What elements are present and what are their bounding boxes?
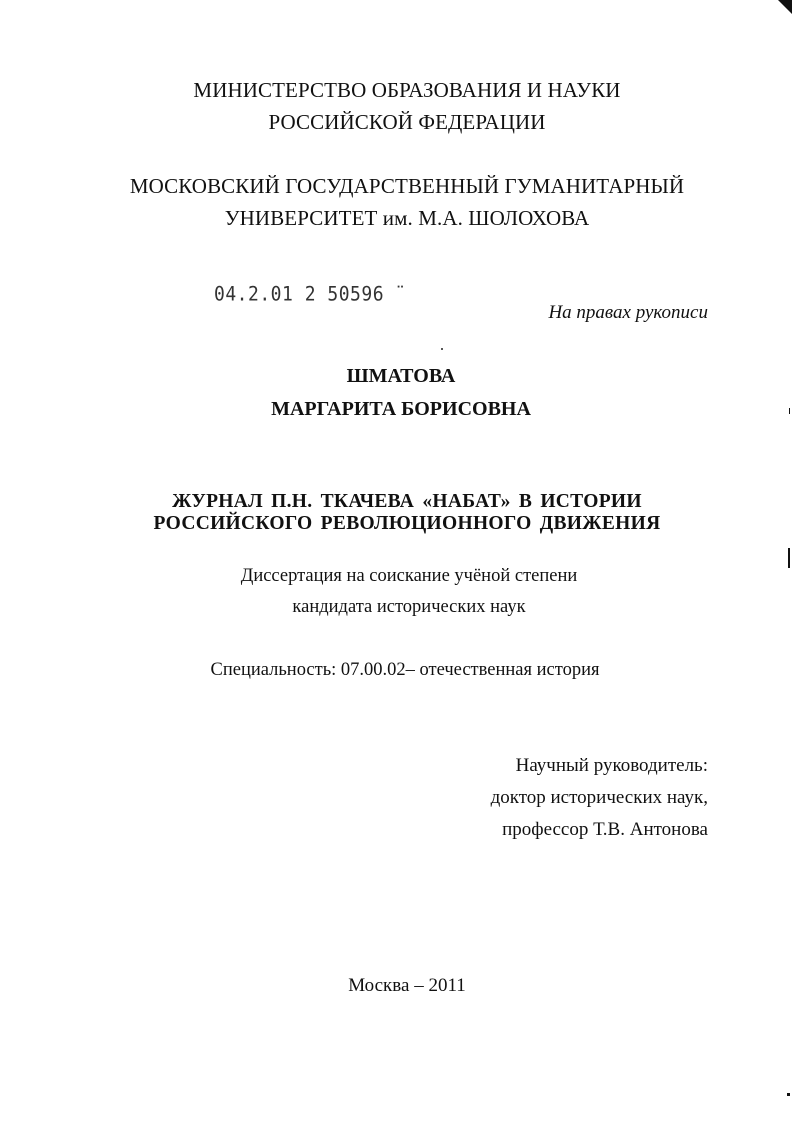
scan-dot	[441, 348, 443, 350]
dissertation-title-line-2: РОССИЙСКОГО РЕВОЛЮЦИОННОГО ДВИЖЕНИЯ	[153, 513, 661, 534]
ministry-line-1: МИНИСТЕРСТВО ОБРАЗОВАНИЯ И НАУКИ	[193, 78, 621, 102]
degree-line-2: кандидата исторических наук	[292, 597, 526, 617]
dissertation-title-line-1: ЖУРНАЛ П.Н. ТКАЧЕВА «НАБАТ» В ИСТОРИИ	[172, 491, 642, 512]
university-line-2: УНИВЕРСИТЕТ им. М.А. ШОЛОХОВА	[224, 206, 590, 230]
supervisor-name: профессор Т.В. Антонова	[502, 819, 708, 840]
edge-scan-mark	[787, 1093, 790, 1096]
degree-line-1: Диссертация на соискание учёной степени	[240, 566, 578, 586]
supervisor-label: Научный руководитель:	[515, 755, 708, 776]
supervisor-degree: доктор исторических наук,	[490, 787, 708, 808]
corner-scan-mark	[778, 0, 792, 14]
university-line-1: МОСКОВСКИЙ ГОСУДАРСТВЕННЫЙ ГУМАНИТАРНЫЙ	[129, 174, 685, 198]
edge-scan-mark	[788, 548, 790, 568]
ministry-line-2: РОССИЙСКОЙ ФЕДЕРАЦИИ	[268, 110, 546, 134]
author-surname: ШМАТОВА	[346, 365, 456, 387]
city-year: Москва – 2011	[348, 975, 466, 996]
author-given-names: МАРГАРИТА БОРИСОВНА	[271, 398, 531, 420]
registration-number-stamp: 04.2.01 2 50596 ̈	[214, 283, 396, 307]
manuscript-note: На правах рукописи	[548, 302, 708, 323]
specialty: Специальность: 07.00.02– отечественная история	[210, 660, 600, 680]
